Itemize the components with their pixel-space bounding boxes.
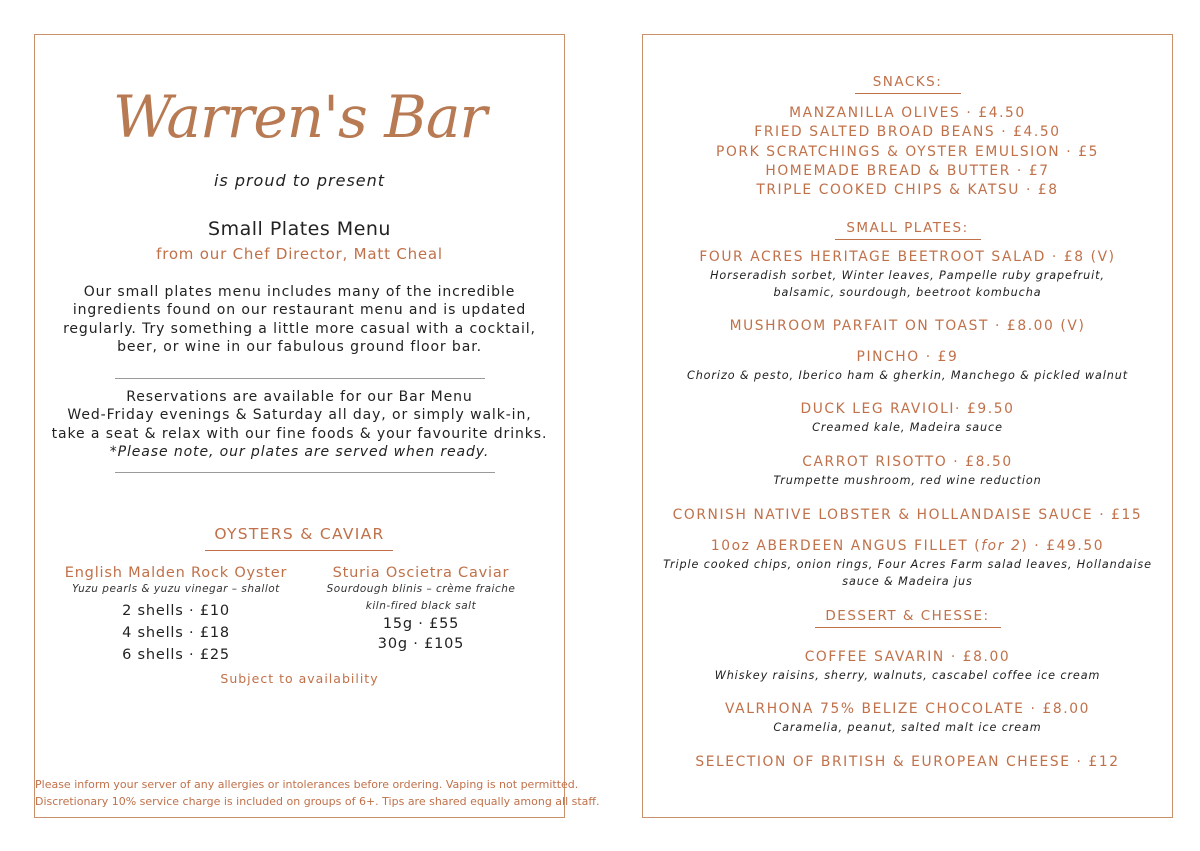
reservations-line: Wed-Friday evenings & Saturday all day, or simply walk-in, — [67, 407, 532, 424]
warrens-bar-logo: Warren's Bar — [112, 83, 487, 151]
menu-item-name — [643, 538, 1172, 554]
availability-note: Subject to availability — [220, 671, 379, 686]
caviar-column — [304, 565, 538, 654]
menu-item-description: Caramelia, peanut, salted malt ice cream — [773, 721, 1042, 734]
small-plates-heading: SMALL PLATES: — [846, 220, 969, 236]
description-line: balsamic, sourdough, beetroot kombucha — [773, 286, 1042, 299]
divider — [115, 378, 485, 379]
menu-item-name: SELECTION OF BRITISH & EUROPEAN CHEESE · £12 — [695, 754, 1120, 770]
menu-item-name: CARROT RISOTTO · £8.50 — [802, 454, 1013, 470]
section-underline — [855, 93, 961, 94]
footer-line: Discretionary 10% service charge is included on groups of 6+. Tips are shared equally among all staff. — [35, 794, 600, 808]
description-line: Horseradish sorbet, Winter leaves, Pampelle ruby grapefruit, — [710, 269, 1105, 282]
caviar-description-line: kiln-fired black salt — [365, 599, 477, 612]
snack-item: FRIED SALTED BROAD BEANS · £4.50 — [754, 124, 1061, 141]
menu-item-name: PINCHO · £9 — [856, 349, 959, 365]
name-part: ) · £49.50 — [1021, 538, 1105, 554]
oyster-price: 4 shells · £18 — [122, 624, 230, 641]
snack-item: PORK SCRATCHINGS & OYSTER EMULSION · £5 — [716, 143, 1099, 160]
intro-line: beer, or wine in our fabulous ground floor bar. — [117, 338, 482, 355]
oyster-description: Yuzu pearls & yuzu vinegar – shallot — [72, 583, 280, 595]
menu-item-name: VALRHONA 75% BELIZE CHOCOLATE · £8.00 — [725, 701, 1090, 717]
menu-item-description: Chorizo & pesto, Iberico ham & gherkin, Manchego & pickled walnut — [686, 369, 1129, 382]
chef-subtitle: from our Chef Director, Matt Cheal — [156, 245, 443, 263]
name-part-italic: for 2 — [981, 538, 1022, 554]
snack-item: TRIPLE COOKED CHIPS & KATSU · £8 — [756, 182, 1059, 199]
dessert-heading: DESSERT & CHESSE: — [825, 608, 990, 624]
caviar-prices — [304, 614, 538, 654]
snack-item: HOMEMADE BREAD & BUTTER · £7 — [765, 162, 1050, 179]
menu-item-name: MUSHROOM PARFAIT ON TOAST · £8.00 (V) — [729, 318, 1086, 334]
caviar-name: Sturia Oscietra Caviar — [332, 565, 510, 581]
oyster-price: 6 shells · £25 — [122, 646, 230, 663]
footer-notice — [35, 777, 600, 810]
menu-item-name: FOUR ACRES HERITAGE BEETROOT SALAD · £8 (V) — [699, 249, 1116, 265]
reservations-paragraph — [35, 388, 564, 461]
description-line: sauce & Madeira jus — [842, 575, 973, 588]
right-menu-panel — [642, 34, 1173, 818]
intro-line: regularly. Try something a little more casual with a cocktail, — [63, 320, 536, 337]
menu-item-name: COFFEE SAVARIN · £8.00 — [804, 649, 1011, 665]
caviar-description-line: Sourdough blinis – crème fraiche — [326, 583, 516, 595]
reservations-line: Reservations are available for our Bar Menu — [126, 389, 473, 405]
footer-line: Please inform your server of any allergies or intolerances before ordering. Vaping is not permitted. — [35, 778, 579, 791]
menu-item-name: CORNISH NATIVE LOBSTER & HOLLANDAISE SAUCE · £15 — [672, 507, 1143, 523]
menu-item-description: Creamed kale, Madeira sauce — [812, 421, 1003, 434]
oysters-caviar-heading: OYSTERS & CAVIAR — [214, 525, 385, 543]
menu-item-description: Trumpette mushroom, red wine reduction — [773, 474, 1042, 487]
intro-line: ingredients found on our restaurant menu and is updated — [72, 302, 527, 319]
intro-line: Our small plates menu includes many of the incredible — [83, 284, 516, 300]
section-underline — [835, 239, 981, 240]
name-part: 10oz ABERDEEN ANGUS FILLET ( — [710, 538, 982, 554]
divider — [115, 472, 495, 473]
oyster-name: English Malden Rock Oyster — [64, 565, 288, 581]
menu-item-description — [643, 556, 1172, 590]
description-line: Triple cooked chips, onion rings, Four Acres Farm salad leaves, Hollandaise — [663, 558, 1152, 571]
caviar-price: 15g · £55 — [382, 616, 460, 632]
menu-item-name: DUCK LEG RAVIOLI· £9.50 — [800, 401, 1015, 417]
snacks-list — [643, 104, 1172, 200]
section-underline — [815, 627, 1001, 628]
menu-item-description — [643, 267, 1172, 301]
served-note: *Please note, our plates are served when ready. — [109, 443, 490, 460]
oyster-price: 2 shells · £10 — [122, 602, 230, 619]
page-title: Small Plates Menu — [208, 218, 391, 240]
oyster-prices — [58, 600, 294, 666]
caviar-price: 30g · £105 — [377, 636, 465, 652]
oyster-column — [58, 565, 294, 666]
intro-paragraph — [35, 283, 564, 356]
section-underline — [205, 550, 393, 551]
snacks-heading: SNACKS: — [872, 74, 943, 90]
reservations-line: take a seat & relax with our fine foods & your favourite drinks. — [51, 425, 548, 442]
left-menu-panel — [34, 34, 600, 818]
menu-item-description: Whiskey raisins, sherry, walnuts, cascabel coffee ice cream — [714, 669, 1101, 682]
present-line: is proud to present — [213, 171, 386, 190]
snack-item: MANZANILLA OLIVES · £4.50 — [789, 105, 1026, 121]
